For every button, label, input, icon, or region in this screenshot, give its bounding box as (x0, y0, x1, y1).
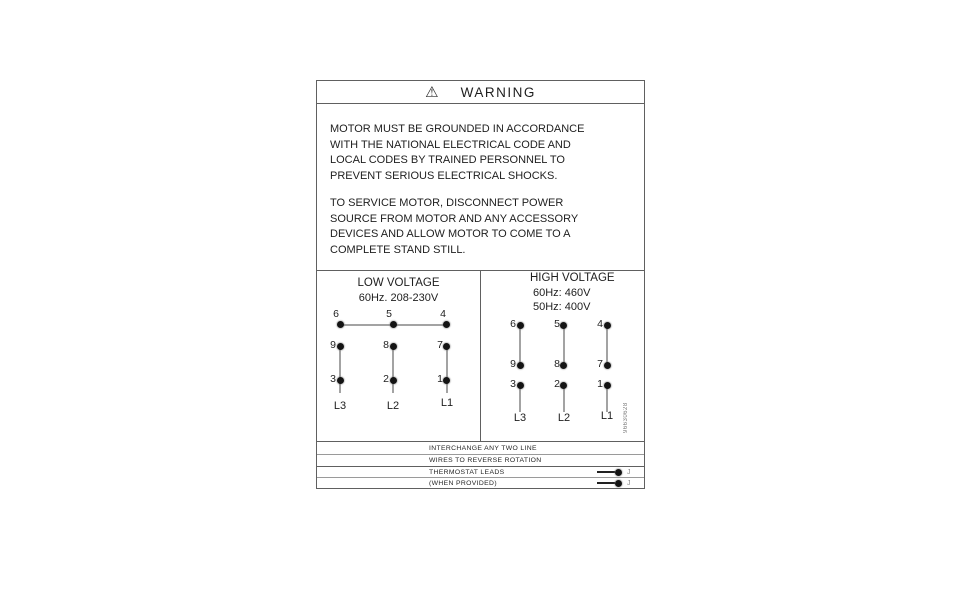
terminal-label: 8 (554, 358, 560, 370)
text-line: MOTOR MUST BE GROUNDED IN ACCORDANCE (330, 123, 585, 135)
terminal-label: 2 (383, 373, 389, 385)
terminal-dot (560, 362, 567, 369)
terminal-label: 3 (510, 378, 516, 390)
supply-line-label: L2 (386, 400, 400, 412)
supply-line-label: L3 (513, 412, 527, 424)
terminal-dot (390, 377, 397, 384)
thermostat-lead-wire (597, 482, 615, 484)
terminal-label: 3 (330, 373, 336, 385)
terminal-dot (604, 382, 611, 389)
terminal-dot (517, 322, 524, 329)
text-line: TO SERVICE MOTOR, DISCONNECT POWER (330, 197, 564, 209)
terminal-dot (604, 322, 611, 329)
terminal-label: 6 (333, 308, 339, 320)
footer-note-row (317, 441, 644, 454)
terminal-dot (517, 362, 524, 369)
connector-wire (519, 326, 521, 366)
connector-wire (563, 326, 565, 366)
thermostat-lead-label: J (627, 468, 631, 476)
motor-warning-label (316, 80, 645, 489)
text-line: COMPLETE STAND STILL. (330, 243, 466, 256)
text-line: LOCAL CODES BY TRAINED PERSONNEL TO (330, 154, 565, 166)
terminal-label: 1 (597, 378, 603, 390)
warning-header (317, 81, 644, 104)
terminal-dot (517, 382, 524, 389)
terminal-label: 4 (597, 318, 603, 330)
footer-note-text: WIRES TO REVERSE ROTATION (429, 457, 542, 464)
high-voltage-subtitle-50hz: 50Hz: 400V (533, 301, 591, 313)
supply-line-label: L2 (557, 412, 571, 424)
terminal-label: 1 (437, 373, 443, 385)
text-line: PREVENT SERIOUS ELECTRICAL SHOCKS. (330, 169, 558, 182)
terminal-label: 7 (597, 358, 603, 370)
service-warning-paragraph (330, 196, 630, 258)
terminal-label: 5 (554, 318, 560, 330)
terminal-label: 2 (554, 378, 560, 390)
text-line: SOURCE FROM MOTOR AND ANY ACCESSORY (330, 212, 579, 225)
terminal-label: 5 (386, 308, 392, 320)
terminal-dot (443, 377, 450, 384)
thermostat-lead-dot (615, 480, 622, 487)
connector-wire (606, 326, 608, 366)
lead-wire (563, 386, 565, 412)
terminal-dot (443, 343, 450, 350)
warning-triangle-icon: ⚠ (425, 83, 439, 101)
connector-wire (392, 347, 394, 393)
warning-title: WARNING (460, 84, 536, 100)
cell-divider (480, 270, 481, 441)
thermostat-lead-dot (615, 469, 622, 476)
terminal-label: 7 (437, 339, 443, 351)
footer-note-text: THERMOSTAT LEADS (429, 468, 505, 476)
terminal-dot (337, 321, 344, 328)
thermostat-leads-row (317, 477, 644, 488)
thermostat-leads-row (317, 466, 644, 477)
terminal-dot (560, 382, 567, 389)
low-voltage-subtitle: 60Hz. 208-230V (358, 292, 439, 304)
terminal-label: 4 (440, 308, 446, 320)
terminal-label: 6 (510, 318, 516, 330)
supply-line-label: L3 (333, 400, 347, 412)
low-voltage-title: LOW VOLTAGE (357, 277, 440, 289)
terminal-label: 9 (510, 358, 516, 370)
terminal-dot (390, 343, 397, 350)
footer-note-row (317, 454, 644, 466)
footer-note-text: INTERCHANGE ANY TWO LINE (429, 444, 537, 452)
thermostat-lead-label: J (627, 479, 631, 487)
footer-note-text: (WHEN PROVIDED) (429, 479, 497, 487)
supply-line-label: L1 (600, 410, 614, 422)
terminal-dot (337, 377, 344, 384)
thermostat-lead-wire (597, 471, 615, 473)
lead-wire (519, 386, 521, 412)
connector-wire (446, 347, 448, 393)
supply-line-label: L1 (440, 397, 454, 409)
part-number: 96630628 (623, 402, 629, 433)
terminal-label: 9 (330, 339, 336, 351)
terminal-label: 8 (383, 339, 389, 351)
text-line: WITH THE NATIONAL ELECTRICAL CODE AND (330, 138, 571, 151)
terminal-dot (337, 343, 344, 350)
terminal-dot (604, 362, 611, 369)
terminal-dot (390, 321, 397, 328)
grounding-warning-paragraph (330, 122, 630, 184)
text-line: DEVICES AND ALLOW MOTOR TO COME TO A (330, 228, 571, 240)
high-voltage-title: HIGH VOLTAGE (530, 272, 615, 284)
lead-wire (606, 386, 608, 412)
terminal-dot (443, 321, 450, 328)
high-voltage-subtitle-60hz: 60Hz: 460V (533, 287, 591, 299)
terminal-dot (560, 322, 567, 329)
connector-wire (339, 347, 341, 393)
